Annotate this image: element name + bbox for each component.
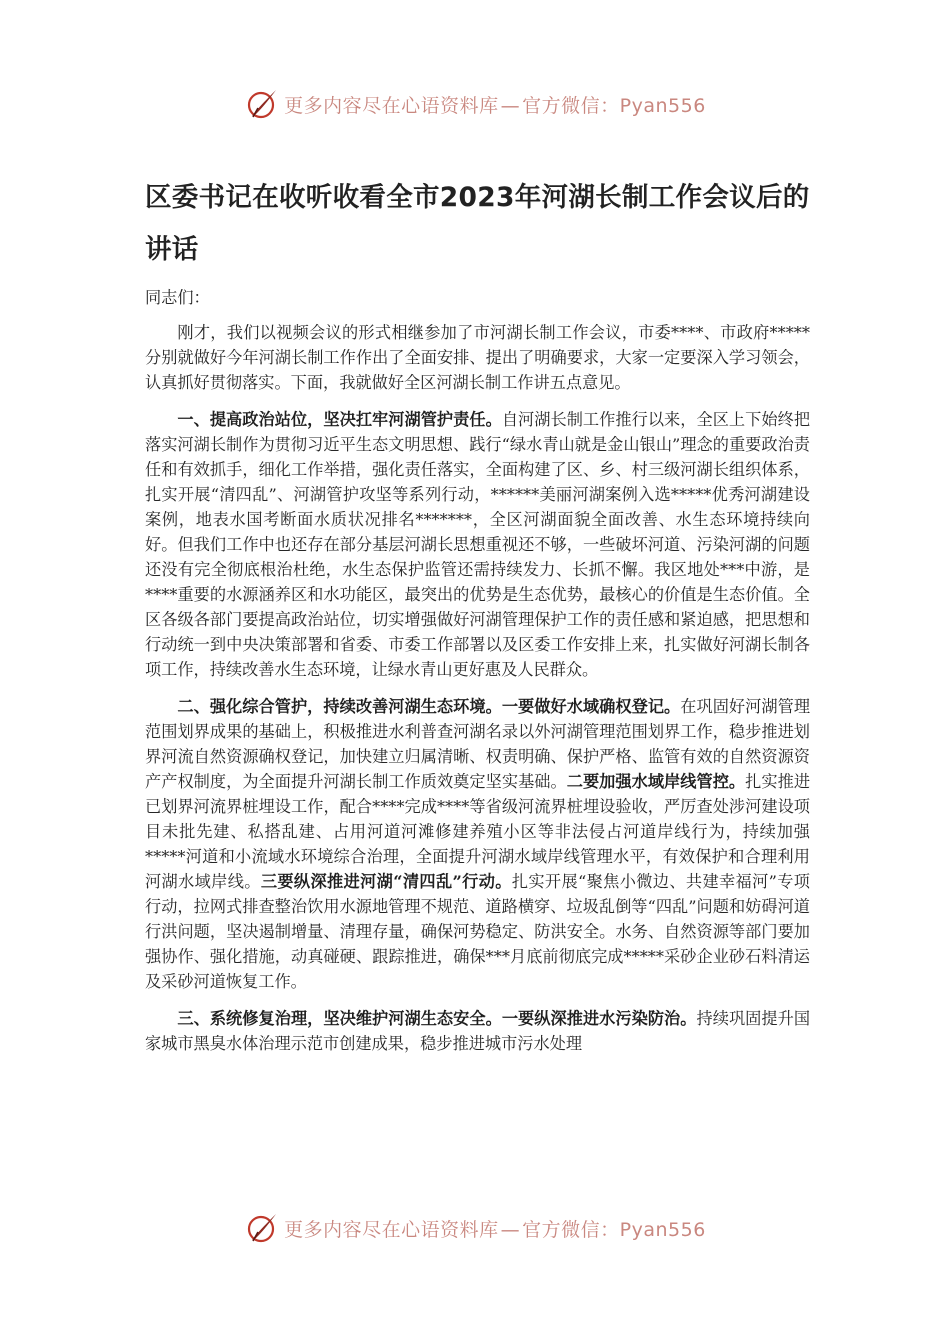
section-2-paragraph [145,694,810,994]
banner-main-text: 更多内容尽在心语资料库 [284,1218,499,1241]
section-1-body: 自河湖长制工作推行以来，全区上下始终把落实河湖长制作为贯彻习近平生态文明思想、践行“绿水青山就是金山银山”理念的重要政治责任和有效抓手，细化工作举措，强化责任落实，全面构建了区、乡、村三级河湖长组织体系，扎实开展“清四乱”、河湖管护攻坚等系列行动，******美丽河湖案例入选*****优秀河湖建设案例，地表水国考断面水质状况排名*******，全区河湖面貌全面改善、水生态环境持续向好。但我们工作中也还存在部分基层河湖长思想重视还不够，一些破坏河道、污染河湖的问题还没有完全彻底根治杜绝，水生态保护监管还需持续发力、长抓不懈。我区地处***中游，是****重要的水源涵养区和水功能区，最突出的优势是生态优势，最核心的价值是生态价值。全区各级各部门要提高政治站位，切实增强做好河湖管理保护工作的责任感和紧迫感，把思想和行动统一到中央决策部署和省委、市委工作部署以及区委工作安排上来，扎实做好河湖长制各项工作，持续改善水生态环境，让绿水青山更好惠及人民群众。 [145,410,811,679]
section-2-sub3-body: 扎实开展“聚焦小微边、共建幸福河”专项行动，拉网式排查整治饮用水源地管理不规范、道路横穿、垃圾乱倒等“四乱”问题和妨碍河道行洪问题，坚决遏制增量、清理存量，确保河势稳定、防洪安全。水务、自然资源等部门要加强协作、强化措施，动真碰硬、跟踪推进，确保***月底前彻底完成*****采砂企业砂石料清运及采砂河道恢复工作。 [145,872,810,991]
intro-paragraph: 刚才，我们以视频会议的形式相继参加了市河湖长制工作会议，市委****、市政府*****分别就做好今年河湖长制工作作出了全面安排、提出了明确要求，大家一定要深入学习领会，认真抓好贯彻落实。下面，我就做好全区河湖长制工作讲五点意见。 [145,323,810,392]
banner-separator: — [500,1218,521,1241]
document-body [145,285,810,1068]
section-2-sub2-body: 扎实推进已划界河流界桩埋设工作，配合****完成****等省级河流界桩埋设验收，严厉查处涉河建设项目未批先建、私搭乱建、占用河道河滩修建养殖小区等非法侵占河道岸线行为，持续加强*****河道和小流域水环境综合治理，全面提升河湖水域岸线管理水平，有效保护和合理利用河湖水域岸线。 [145,772,811,891]
section-2-sub1-heading: 一要做好水域确权登记。 [501,697,681,716]
header-banner [0,84,950,124]
banner-main-text: 更多内容尽在心语资料库 [284,94,499,117]
section-1-paragraph [145,407,810,682]
quill-logo-icon [244,86,280,122]
banner-wechat-text: 官方微信：Pyan556 [522,94,706,117]
section-2-heading: 二、强化综合管护，持续改善河湖生态环境。 [177,697,502,716]
section-3-sub1-heading: 一要纵深推进水污染防治。 [501,1009,697,1028]
footer-banner [0,1208,950,1248]
section-2-sub2-heading: 二要加强水域岸线管控。 [566,772,746,791]
quill-logo-icon [244,1210,280,1246]
banner-text [284,91,706,118]
banner-wechat-text: 官方微信：Pyan556 [522,1218,706,1241]
section-1-heading: 一、提高政治站位，坚决扛牢河湖管护责任。 [177,410,502,429]
banner-text [284,1215,706,1242]
section-3-heading: 三、系统修复治理，坚决维护河湖生态安全。 [177,1009,502,1028]
banner-separator: — [500,94,521,117]
document-title: 区委书记在收听收看全市2023年河湖长制工作会议后的讲话 [145,182,810,265]
section-3-paragraph [145,1006,810,1056]
section-2-sub1-body: 在巩固好河湖管理范围划界成果的基础上，积极推进水利普查河湖名录以外河湖管理范围划界工作，稳步推进划界河流自然资源确权登记，加快建立归属清晰、权责明确、保护严格、监管有效的自然资源资产产权制度，为全面提升河湖长制工作质效奠定坚实基础。 [145,697,811,791]
section-2-sub3-heading: 三要纵深推进河湖“清四乱”行动。 [260,872,512,891]
greeting: 同志们： [145,288,210,307]
section-3-sub1-body: 持续巩固提升国家城市黑臭水体治理示范市创建成果，稳步推进城市污水处理 [145,1009,811,1053]
